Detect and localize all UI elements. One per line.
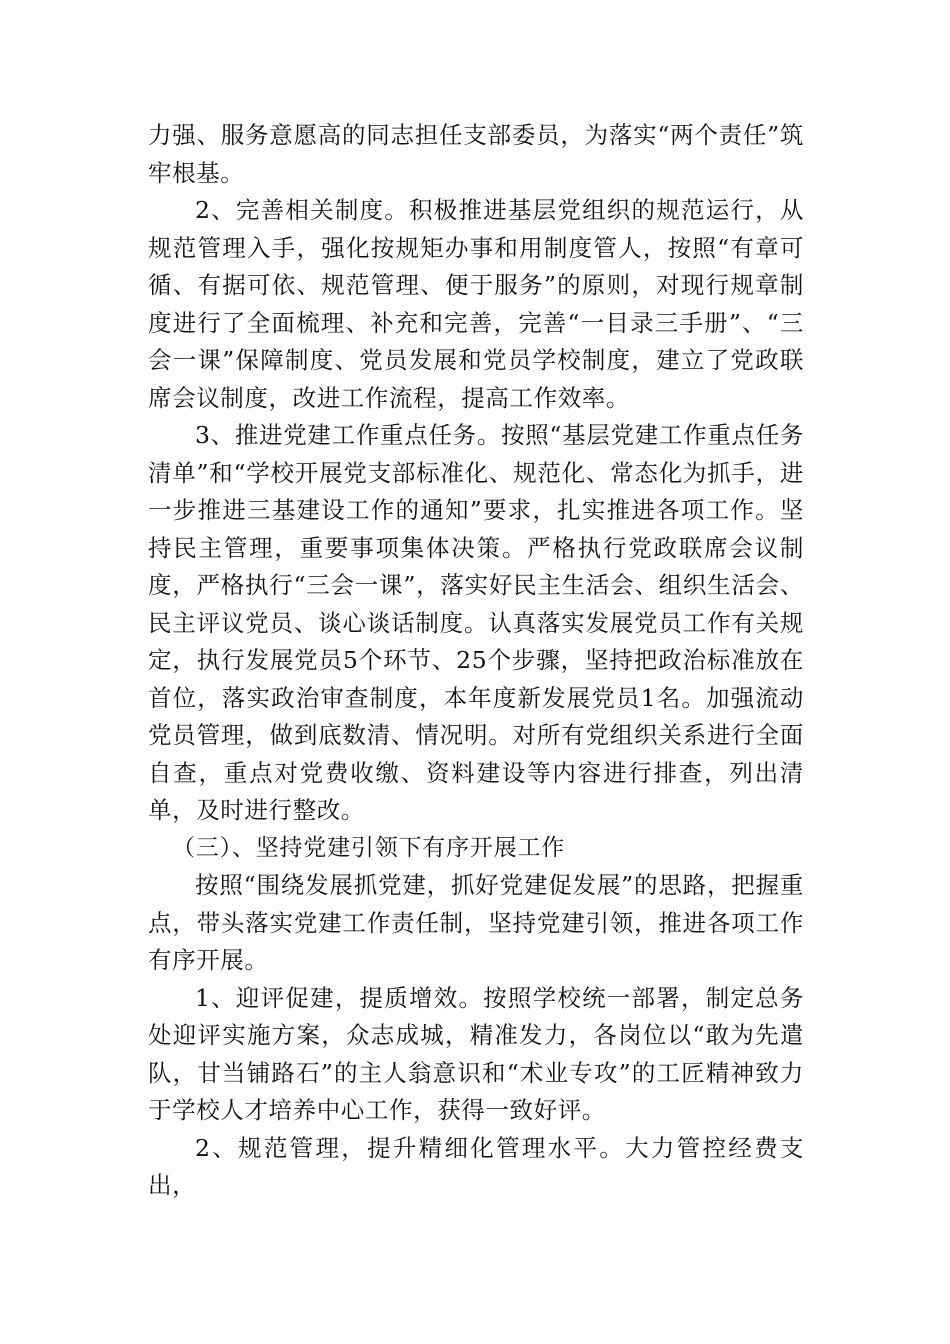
paragraph-improve-systems: 2、完善相关制度。积极推进基层党组织的规范运行，从规范管理入手，强化按规矩办事和用制度管人，按照“有章可循、有据可依、规范管理、便于服务”的原则，对现行规章制度进行了全面梳理、补充和完善，完善“一目录三手册”、“三会一课”保障制度、党员发展和党员学校制度，建立了党政联席会议制度，改进工作流程，提高工作效率。 — [148, 196, 804, 412]
paragraph-evaluation: 1、迎评促建，提质增效。按照学校统一部署，制定总务处迎评实施方案，众志成城，精准发力，各岗位以“敢为先遣队，甘当铺路石”的主人翁意识和“术业专攻”的工匠精神致力于学校人才培养中心工作，获得一致好评。 — [148, 983, 804, 1124]
paragraph-key-tasks: 3、推进党建工作重点任务。按照“基层党建工作重点任务清单”和“学校开展党支部标准化、规范化、常态化为抓手，进一步推进三基建设工作的通知”要求，扎实推进各项工作。坚持民主管理，重要事项集体决策。严格执行党政联席会议制度，严格执行“三会一课”，落实好民主生活会、组织生活会、民主评议党员、谈心谈话制度。认真落实发展党员工作有关规定，执行发展党员5个环节、25个步骤，坚持把政治标准放在首位，落实政治审查制度，本年度新发展党员1名。加强流动党员管理，做到底数清、情况明。对所有党组织关系进行全面自查，重点对党费收缴、资料建设等内容进行排查，列出清单，及时进行整改。 — [148, 421, 804, 824]
document-body — [148, 117, 804, 1205]
paragraph-continuation: 力强、服务意愿高的同志担任支部委员，为落实“两个责任”筑牢根基。 — [148, 121, 804, 187]
paragraph-section-intro: 按照“围绕发展抓党建，抓好党建促发展”的思路，把握重点，带头落实党建工作责任制，坚持党建引领，推进各项工作有序开展。 — [148, 871, 804, 974]
paragraph-management: 2、规范管理，提升精细化管理水平。大力管控经费支出， — [148, 1133, 804, 1199]
section-heading: （三）、坚持党建引领下有序开展工作 — [172, 834, 566, 861]
